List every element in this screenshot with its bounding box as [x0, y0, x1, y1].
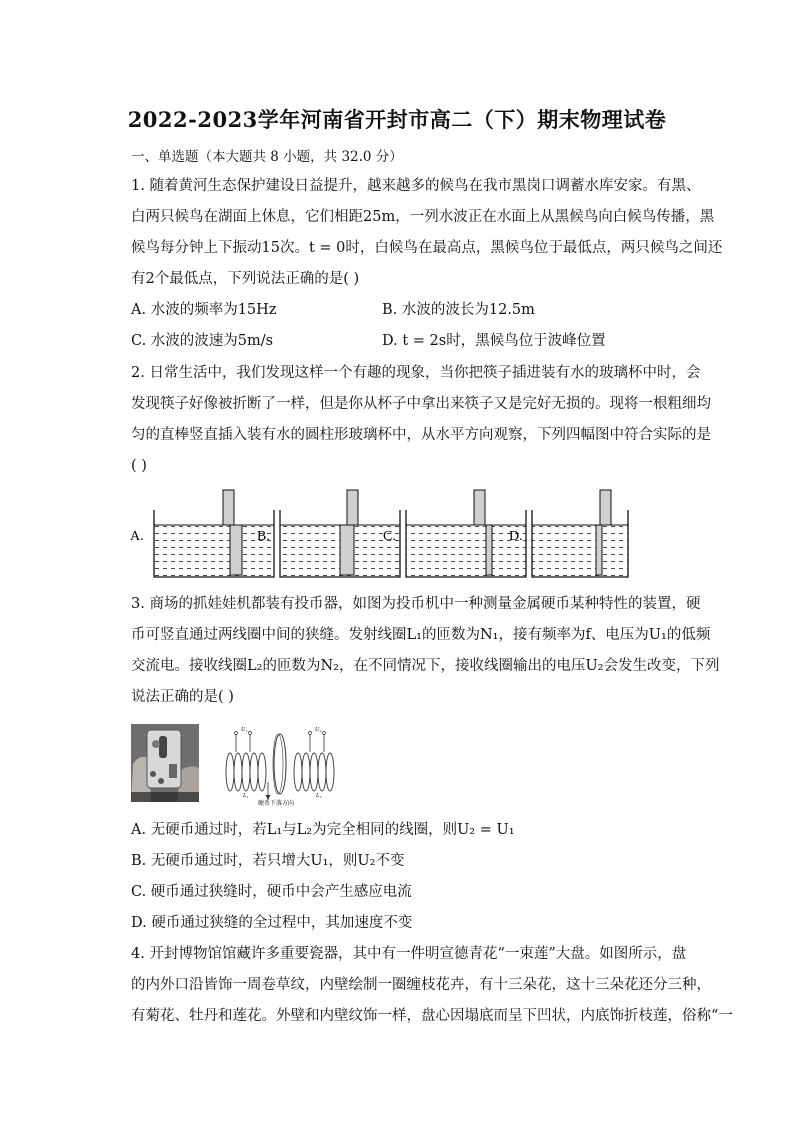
- u2-label: U₂: [315, 727, 322, 733]
- l1-label: L₁: [243, 793, 249, 799]
- q3-line: 3. 商场的抓娃娃机都装有投币器，如图为投币机中一种测量金属硬币某种特性的装置，硬: [131, 596, 701, 612]
- q3-option-d: D. 硬币通过狭缝的全过程中，其加速度不变: [131, 915, 413, 931]
- figure-d: [509, 490, 628, 577]
- page-title: 2022-2023学年河南省开封市高二（下）期末物理试卷: [127, 107, 667, 132]
- q1-line: 1. 随着黄河生态保护建设日益提升，越来越多的候鸟在我市黑岗口调蓄水库安家。有黑、: [131, 178, 701, 194]
- figure-a-label: A.: [130, 529, 144, 544]
- q2-line: 发现筷子好像被折断了一样，但是你从杯子中拿出来筷子又是完好无损的。现将一根粗细均: [131, 396, 711, 412]
- q3-option-a: A. 无硬币通过时，若L₁与L₂为完全相同的线圈，则U₂ = U₁: [131, 822, 515, 838]
- q2-line: 2. 日常生活中，我们发现这样一个有趣的现象，当你把筷子插进装有水的玻璃杯中时，会: [131, 365, 701, 381]
- coil-l2: [294, 732, 334, 792]
- q3-line: 说法正确的是( ): [131, 689, 234, 705]
- q3-line: 交流电。接收线圈L₂的匝数为N₂，在不同情况下，接收线圈输出的电压U₂会发生改变，下列: [131, 658, 720, 674]
- drop-caption: 硬币下落方向: [258, 800, 295, 806]
- section-heading: 一、单选题（本大题共 8 小题，共 32.0 分）: [131, 149, 403, 165]
- figure-d-label: D.: [509, 529, 523, 544]
- q2-line: 匀的直棒竖直插入装有水的圆柱形玻璃杯中，从水平方向观察，下列四幅图中符合实际的是: [131, 427, 711, 443]
- q1-option-c: C. 水波的波速为5m/s: [131, 333, 274, 349]
- figure-c-label: C.: [383, 529, 396, 544]
- q2-figure: [130, 488, 650, 582]
- q1-option-b: B. 水波的波长为12.5m: [382, 302, 535, 318]
- q3-option-c: C. 硬币通过狭缝时，硬币中会产生感应电流: [131, 884, 412, 900]
- q2-line: ( ): [131, 458, 147, 474]
- q4-line: 4. 开封博物馆馆藏许多重要瓷器，其中有一件明宣德青花“一束莲”大盘。如图所示，盘: [131, 946, 687, 962]
- coin: [274, 734, 286, 794]
- figure-a: [130, 490, 274, 577]
- figure-b-label: B.: [257, 529, 270, 544]
- coil-l1: [226, 732, 266, 792]
- l2-label: L₂: [316, 793, 322, 799]
- q4-line: 的内外口沿皆饰一周卷草纹，内壁绘制一圈缠枝花卉，有十三朵花，这十三朵花还分三种，: [131, 977, 711, 993]
- q1-option-a: A. 水波的频率为15Hz: [131, 302, 277, 318]
- coin-acceptor-photo: [131, 724, 199, 802]
- q1-line: 候鸟每分钟上下振动15次。t = 0时，白候鸟在最高点，黑候鸟位于最低点，两只候鸟之间还: [131, 240, 723, 256]
- q1-line: 白两只候鸟在湖面上休息，它们相距25m，一列水波正在水面上从黑候鸟向白候鸟传播，黑: [131, 209, 715, 225]
- q3-option-b: B. 无硬币通过时，若只增大U₁，则U₂不变: [131, 853, 405, 869]
- u1-label: U₁: [241, 727, 248, 733]
- q3-line: 币可竖直通过两线圈中间的狭缝。发射线圈L₁的匝数为N₁，接有频率为f、电压为U₁的低频: [131, 627, 711, 643]
- q4-line: 有菊花、牡丹和莲花。外壁和内壁纹饰一样，盘心因塌底而呈下凹状，内底饰折枝莲，俗称“一: [131, 1008, 733, 1024]
- coil-diagram: [220, 722, 350, 806]
- q1-line: 有2个最低点，下列说法正确的是( ): [131, 271, 360, 287]
- figure-b: [257, 490, 400, 577]
- figure-c: [383, 490, 526, 577]
- q1-option-d: D. t = 2s时，黑候鸟位于波峰位置: [382, 333, 606, 349]
